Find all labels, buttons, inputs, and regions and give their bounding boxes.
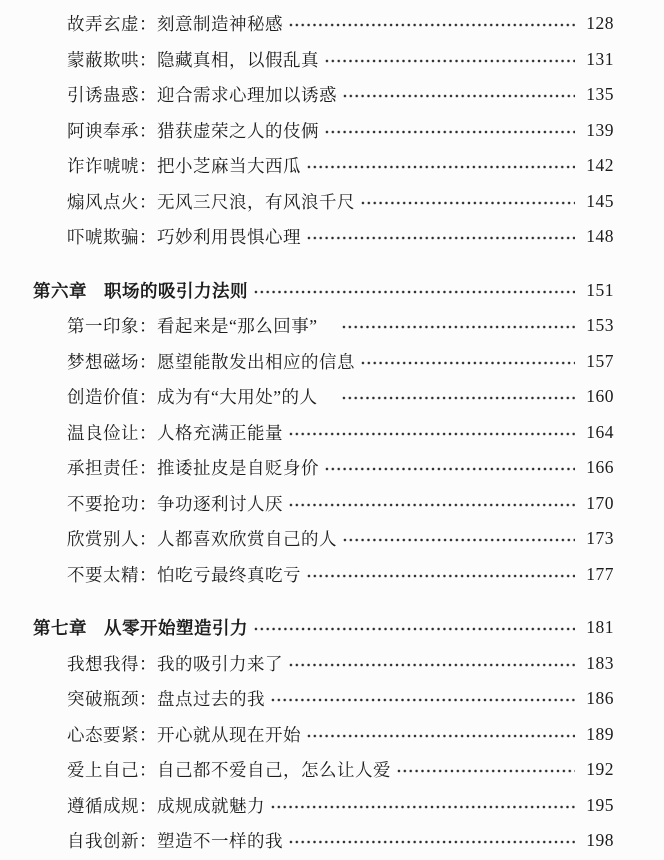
dot-leader bbox=[270, 788, 575, 824]
page-number: 198 bbox=[586, 830, 614, 851]
dot-leader bbox=[288, 6, 575, 42]
entry-title: 不要抢功：争功逐利讨人厌 bbox=[67, 493, 283, 514]
page-number: 166 bbox=[586, 457, 614, 478]
entry-title: 我想我得：我的吸引力来了 bbox=[67, 653, 283, 674]
page-number: 164 bbox=[586, 421, 614, 442]
dot-leader bbox=[360, 184, 575, 220]
chapter-number-label: 第六章 bbox=[33, 280, 87, 301]
toc-item-row bbox=[33, 450, 614, 486]
toc-item-row bbox=[33, 184, 614, 220]
page-number: 151 bbox=[586, 279, 614, 300]
chapter-number-label: 第七章 bbox=[33, 618, 87, 639]
toc-item-row bbox=[33, 752, 614, 788]
page-number: 139 bbox=[586, 119, 614, 140]
dot-leader bbox=[288, 646, 575, 682]
dot-leader bbox=[306, 148, 575, 184]
toc-item-row bbox=[33, 521, 614, 557]
dot-leader bbox=[342, 521, 575, 557]
entry-title: 故弄玄虚：刻意制造神秘感 bbox=[67, 14, 283, 35]
toc-item-row bbox=[33, 415, 614, 451]
page-number: 183 bbox=[586, 652, 614, 673]
page-number: 181 bbox=[586, 617, 614, 638]
entry-title: 温良俭让：人格充满正能量 bbox=[67, 422, 283, 443]
entry-title: 创造价值：成为有“大用处”的人 bbox=[67, 387, 336, 408]
dot-leader bbox=[342, 77, 575, 113]
dot-leader bbox=[396, 752, 575, 788]
page-number: 177 bbox=[586, 563, 614, 584]
toc-section bbox=[33, 610, 614, 859]
chapter-row bbox=[33, 610, 614, 646]
page-number: 157 bbox=[586, 350, 614, 371]
toc-item-row bbox=[33, 379, 614, 415]
dot-leader bbox=[288, 823, 575, 859]
entry-title: 心态要紧：开心就从现在开始 bbox=[67, 724, 301, 745]
page-number: 148 bbox=[586, 226, 614, 247]
page-number: 192 bbox=[586, 759, 614, 780]
entry-title: 突破瓶颈：盘点过去的我 bbox=[67, 689, 265, 710]
page-number: 128 bbox=[586, 13, 614, 34]
toc-item-row bbox=[33, 646, 614, 682]
toc-item-row bbox=[33, 219, 614, 255]
entry-title: 爱上自己：自己都不爱自己，怎么让人爱 bbox=[67, 760, 391, 781]
toc-item-row bbox=[33, 6, 614, 42]
toc-item-row bbox=[33, 557, 614, 593]
page-number: 153 bbox=[586, 315, 614, 336]
page-number: 189 bbox=[586, 723, 614, 744]
page-number: 145 bbox=[586, 190, 614, 211]
dot-leader bbox=[324, 450, 575, 486]
page-number: 195 bbox=[586, 794, 614, 815]
dot-leader bbox=[324, 113, 575, 149]
toc-section bbox=[33, 6, 614, 255]
toc-list bbox=[33, 6, 614, 859]
entry-title: 遵循成规：成规成就魅力 bbox=[67, 795, 265, 816]
dot-leader bbox=[306, 717, 575, 753]
toc-item-row bbox=[33, 717, 614, 753]
toc-item-row bbox=[33, 77, 614, 113]
entry-title: 欣赏别人：人都喜欢欣赏自己的人 bbox=[67, 529, 337, 550]
dot-leader bbox=[360, 344, 575, 380]
toc-item-row bbox=[33, 42, 614, 78]
chapter-row bbox=[33, 273, 614, 309]
entry-title: 吓唬欺骗：巧妙利用畏惧心理 bbox=[67, 227, 301, 248]
toc-item-row bbox=[33, 344, 614, 380]
toc-item-row bbox=[33, 486, 614, 522]
page-number: 160 bbox=[586, 386, 614, 407]
dot-leader bbox=[306, 219, 575, 255]
entry-title: 诈诈唬唬：把小芝麻当大西瓜 bbox=[67, 156, 301, 177]
toc-section bbox=[33, 273, 614, 593]
entry-title: 承担责任：推诿扯皮是自贬身价 bbox=[67, 458, 319, 479]
dot-leader bbox=[270, 681, 575, 717]
entry-title: 煽风点火：无风三尺浪，有风浪千尺 bbox=[67, 191, 355, 212]
toc-item-row bbox=[33, 823, 614, 859]
toc-item-row bbox=[33, 681, 614, 717]
chapter-title: 职场的吸引力法则 bbox=[104, 280, 248, 301]
dot-leader bbox=[341, 379, 575, 415]
entry-title: 自我创新：塑造不一样的我 bbox=[67, 831, 283, 852]
dot-leader bbox=[253, 610, 575, 646]
entry-title: 不要太精：怕吃亏最终真吃亏 bbox=[67, 564, 301, 585]
toc-item-row bbox=[33, 113, 614, 149]
entry-title: 梦想磁场：愿望能散发出相应的信息 bbox=[67, 351, 355, 372]
entry-title: 蒙蔽欺哄：隐藏真相，以假乱真 bbox=[67, 49, 319, 70]
dot-leader bbox=[306, 557, 575, 593]
entry-title: 第一印象：看起来是“那么回事” bbox=[67, 316, 336, 337]
entry-title: 引诱蛊惑：迎合需求心理加以诱惑 bbox=[67, 85, 337, 106]
toc-item-row bbox=[33, 788, 614, 824]
entry-title: 阿谀奉承：猎获虚荣之人的伎俩 bbox=[67, 120, 319, 141]
dot-leader bbox=[324, 42, 575, 78]
chapter-title: 从零开始塑造引力 bbox=[104, 618, 248, 639]
page-number: 135 bbox=[586, 84, 614, 105]
toc-item-row bbox=[33, 148, 614, 184]
page-number: 170 bbox=[586, 492, 614, 513]
dot-leader bbox=[341, 308, 575, 344]
dot-leader bbox=[288, 415, 575, 451]
dot-leader bbox=[253, 273, 575, 309]
page-number: 186 bbox=[586, 688, 614, 709]
toc-item-row bbox=[33, 308, 614, 344]
page-number: 142 bbox=[586, 155, 614, 176]
page-number: 173 bbox=[586, 528, 614, 549]
page-number: 131 bbox=[586, 48, 614, 69]
dot-leader bbox=[288, 486, 575, 522]
